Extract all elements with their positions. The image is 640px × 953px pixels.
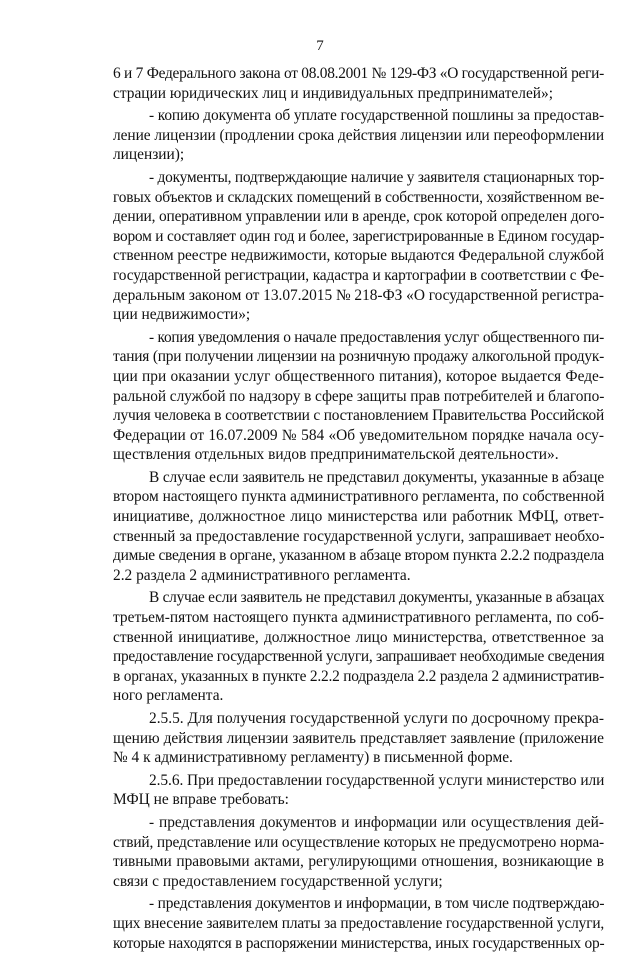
text-line: В случае если заявитель не представил документы, указанные в абзацах [149,589,605,607]
text-line: инициативе, должностное лицо министерства или работник МФЦ, ответ- [113,508,604,526]
text-line: ственной инициативе, должностное лицо министерства, ответственное за [113,628,604,646]
text-line: - копию документа об уплате государственной пошлины за предостав- [149,107,604,125]
paragraph [113,168,604,325]
paragraph [113,64,604,103]
text-line: 2.5.6. При предоставлении государственной услуги министерство или [149,771,605,789]
text-line: - представления документов и информации, в том числе подтверждаю- [149,895,605,913]
text-line: лучия человека в соответствии с постановлением Правительства Российской [113,407,604,425]
text-line: ление лицензии (продлении срока действия лицензии или переоформлении [113,126,604,144]
text-line: говых объектов и складских помещений в собственности, хозяйственном ве- [113,188,605,206]
text-line: ственном реестре недвижимости, которые выдаются Федеральной службой [113,247,604,265]
text-line: В случае если заявитель не представил документы, указанные в абзаце [149,468,604,486]
text-line: вором и составляет один год и более, зарегистрированные в Едином государ- [113,227,605,245]
text-line: втором настоящего пункта административного регламента, по собственной [113,488,605,506]
text-line: ствий, представление или осуществление которых не предусмотрено норма- [113,833,604,851]
text-line: ного регламента. [113,687,224,705]
text-line: которые находятся в распоряжении министерства, иных государственных ор- [113,934,605,952]
paragraph [113,468,604,586]
text-line: димые сведения в органе, указанном в абзаце втором пункта 2.2.2 подраздела [113,547,604,565]
text-line: страции юридических лиц и индивидуальных предпринимателей»; [113,84,553,102]
text-line: щих внесение заявителем платы за предоставление государственной услуги, [113,914,605,932]
text-line: лицензии); [113,146,185,164]
paragraph [113,894,604,953]
text-line: в органах, указанных в пункте 2.2.2 подраздела 2.2 раздела 2 административ- [113,667,604,685]
paragraph [113,709,604,768]
text-line: тания (при получении лицензии на розничную продажу алкогольной продук- [113,348,604,366]
text-line: ральной службой по надзору в сфере защиты прав потребителей и благопо- [113,387,605,405]
text-line: государственной регистрации, кадастра и картографии в соответствии с Фе- [113,266,604,284]
text-line: тивными правовыми актами, регулирующими отношения, возникающие в [113,853,604,871]
text-line: третьем-пятом настоящего пункта административного регламента, по соб- [113,609,604,627]
text-line: дении, оперативном управлении или в аренде, срок которой определен дого- [113,208,605,226]
text-line: 6 и 7 Федерального закона от 08.08.2001 № 129-ФЗ «О государственной реги- [113,65,604,82]
text-line: ции недвижимости»; [113,306,251,324]
text-line: 2.5.5. Для получения государственной услуги по досрочному прекра- [149,710,604,727]
paragraph [113,588,604,706]
text-line: - представления документов и информации или осуществления дей- [149,813,604,831]
text-line: ственный за предоставление государственной услуги, запрашивает необхо- [113,527,605,545]
text-line: 2.2 раздела 2 административного регламента. [113,566,411,584]
text-line: щению действия лицензии заявитель представляет заявление (приложение [113,729,604,747]
text-line: № 4 к административному регламенту) в письменной форме. [113,749,513,767]
paragraph [113,328,604,465]
document-body [113,64,604,953]
paragraph [113,771,604,810]
text-line: связи с предоставлением государственной услуги; [113,872,443,890]
page-number: 7 [316,38,324,54]
text-line: - документы, подтверждающие наличие у заявителя стационарных тор- [149,168,604,186]
text-line: - копия уведомления о начале предоставления услуг общественного пи- [149,328,604,346]
text-line: МФЦ не вправе требовать: [113,791,289,809]
text-line: ществления отдельных видов предпринимательской деятельности». [113,446,559,464]
text-line: деральным законом от 13.07.2015 № 218-ФЗ «О государственной регистра- [113,286,605,304]
text-line: ции при оказании услуг общественного питания), которое выдается Феде- [113,367,604,385]
paragraph [113,106,604,165]
paragraph [113,813,604,891]
text-line: предоставление государственной услуги, запрашивает необходимые сведения [113,648,605,666]
text-line: Федерации от 16.07.2009 № 584 «Об уведомительном порядке начала осу- [113,426,604,444]
